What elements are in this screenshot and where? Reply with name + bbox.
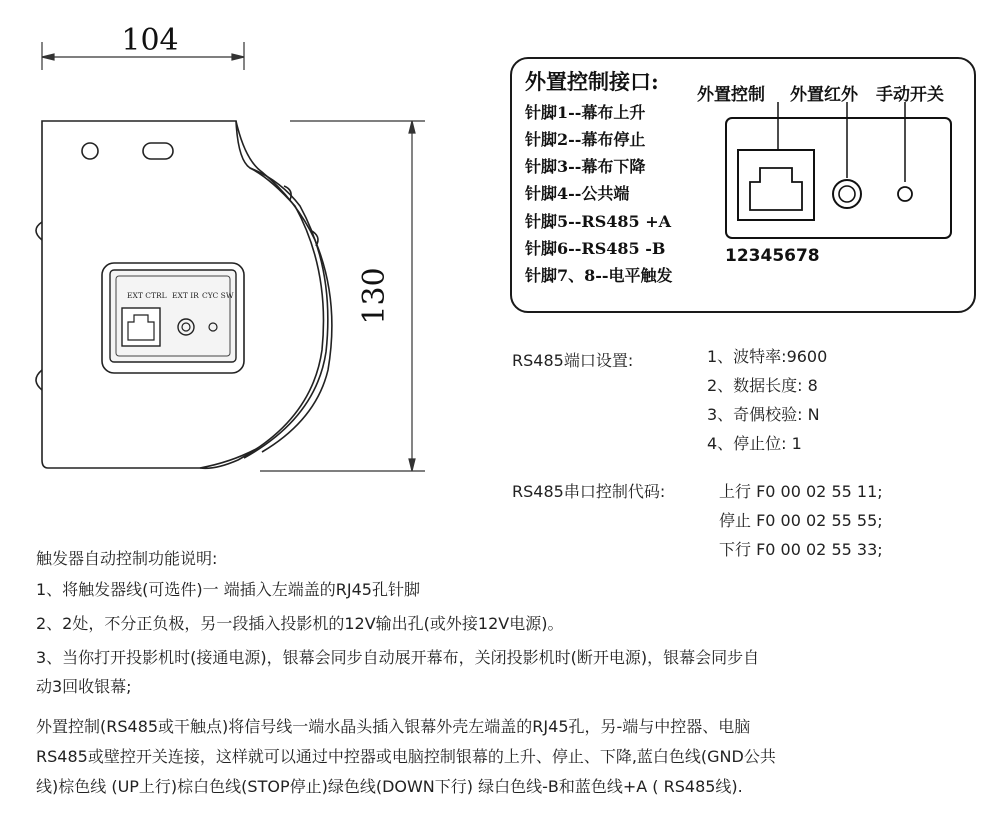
port-label-ext-ir: 外置红外	[790, 85, 858, 105]
rs485-code-item: 上行 F0 00 02 55 11;	[719, 482, 883, 501]
external-line: RS485或壁控开关连接，这样就可以通过中控器或电脑控制银幕的上升、停止、下降,蓝白色线(GND公共	[36, 747, 776, 766]
end-cap-drawing	[0, 0, 500, 500]
pin-line: 针脚4--公共端	[525, 184, 630, 203]
pinout-title: 外置控制接口:	[525, 69, 659, 94]
trigger-line: 3、当你打开投影机时(接通电源)，银幕会同步自动展开幕布，关闭投影机时(断开电源)，银幕会同步自	[36, 648, 760, 667]
pin-numbers: 12345678	[725, 246, 820, 266]
trigger-title: 触发器自动控制功能说明:	[36, 549, 218, 568]
trigger-line: 动3回收银幕;	[36, 677, 132, 696]
panel-label-ext-ctrl: EXT CTRL	[127, 291, 167, 300]
pin-line: 针脚1--幕布上升	[525, 103, 646, 122]
rs485-code-item: 下行 F0 00 02 55 33;	[719, 540, 883, 559]
mount-hole-round	[82, 143, 98, 159]
manual-switch-icon	[898, 187, 912, 201]
rs485-setting-item: 3、奇偶校验: N	[707, 405, 820, 424]
pin-line: 针脚7、8--电平触发	[525, 266, 673, 285]
ir-socket-icon	[833, 180, 861, 208]
trigger-line: 2、2处，不分正负极，另一段插入投影机的12V输出孔(或外接12V电源)。	[36, 614, 564, 633]
width-value: 104	[121, 23, 179, 58]
port-label-ext-ctrl: 外置控制	[697, 85, 765, 105]
pin-line: 针脚5--RS485 +A	[525, 212, 672, 231]
pin-line: 针脚2--幕布停止	[525, 130, 646, 149]
panel-label-ext-ir: EXT IR	[172, 291, 199, 300]
external-line: 线)棕色线 (UP上行)棕白色线(STOP停止)绿色线(DOWN下行) 绿白色线-B和蓝色线+A ( RS485线).	[36, 777, 743, 796]
rs485-code-item: 停止 F0 00 02 55 55;	[719, 511, 883, 530]
pin-line: 针脚3--幕布下降	[525, 157, 646, 176]
mount-hole-slot	[143, 143, 173, 159]
port-label-manual-switch: 手动开关	[876, 85, 944, 105]
rs485-setting-item: 1、波特率:9600	[707, 347, 828, 366]
rs485-setting-item: 2、数据长度: 8	[707, 376, 818, 395]
panel-label-cyc-sw: CYC SW	[202, 291, 234, 300]
rs485-settings-label: RS485端口设置:	[512, 351, 634, 370]
trigger-line: 1、将触发器线(可选件)一 端插入左端盖的RJ45孔针脚	[36, 580, 420, 599]
external-line: 外置控制(RS485或干触点)将信号线一端水晶头插入银幕外壳左端盖的RJ45孔，另-端与中控器、电脑	[36, 717, 751, 736]
rs485-setting-item: 4、停止位: 1	[707, 434, 802, 453]
height-value: 130	[357, 267, 392, 325]
pin-line: 针脚6--RS485 -B	[525, 239, 666, 258]
port-diagram	[700, 100, 970, 250]
height-dimension	[260, 121, 425, 471]
control-panel	[102, 263, 244, 373]
rs485-codes-label: RS485串口控制代码:	[512, 482, 666, 501]
